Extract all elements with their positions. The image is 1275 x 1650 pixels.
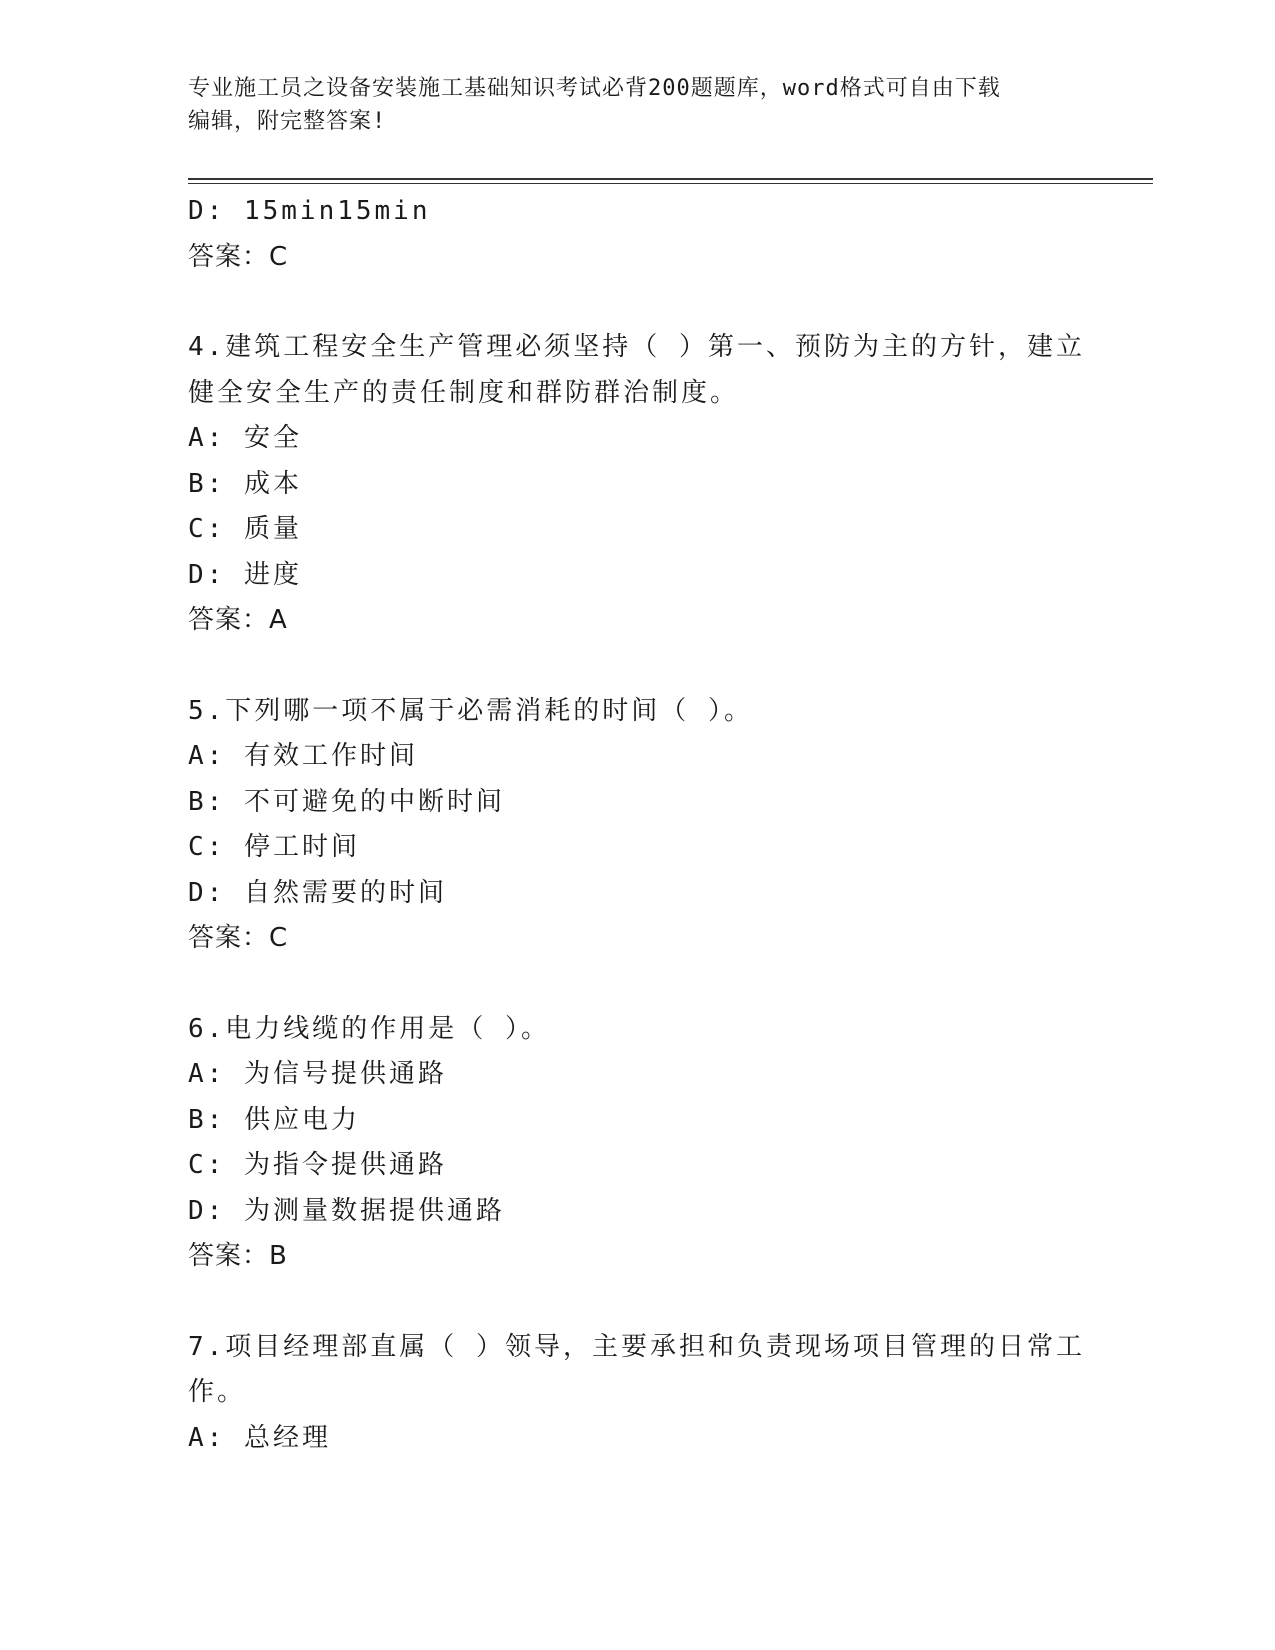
option-c: C: 为指令提供通路: [188, 1150, 447, 1180]
option-d: D: 进度: [188, 559, 302, 590]
option-b: B: 供应电力: [188, 1104, 360, 1135]
question-6: [188, 1007, 1088, 1280]
question-gap: [188, 962, 1088, 1007]
option-c: C: 停工时间: [188, 832, 360, 862]
question-list: [188, 189, 1088, 1461]
question-7: [188, 1325, 1088, 1462]
option-a: A: 总经理: [188, 1422, 331, 1453]
question-gap: [188, 644, 1088, 689]
question-stem-continued: 健全安全生产的责任制度和群防群治制度。: [188, 377, 740, 408]
header-divider-thin: [188, 183, 1153, 184]
question-stem: 7.项目经理部直属（ ）领导，主要承担和负责现场项目管理的日常工: [188, 1331, 1085, 1362]
option-a: A: 有效工作时间: [188, 741, 418, 771]
question-3-tail: [188, 189, 1088, 280]
answer: 答案：A: [188, 605, 288, 635]
option-d: D: 为测量数据提供通路: [188, 1195, 505, 1226]
question-gap: [188, 1280, 1088, 1325]
option-b: B: 成本: [188, 468, 302, 499]
option-d: D: 自然需要的时间: [188, 877, 447, 908]
question-stem-continued: 作。: [188, 1377, 247, 1407]
question-stem: 6.电力线缆的作用是（ ）。: [188, 1013, 550, 1044]
option-b: B: 不可避免的中断时间: [188, 786, 505, 817]
header-title-line-1: 专业施工员之设备安装施工基础知识考试必背200题题库，word格式可自由下载: [188, 76, 1001, 101]
answer: 答案：C: [188, 923, 289, 953]
question-4: [188, 325, 1088, 644]
answer: 答案：B: [188, 1241, 288, 1271]
question-gap: [188, 280, 1088, 325]
option-c: C: 质量: [188, 514, 302, 544]
option-a: A: 安全: [188, 423, 302, 453]
option-a: A: 为信号提供通路: [188, 1059, 447, 1089]
question-5: [188, 689, 1088, 962]
header-title-line-2: 编辑，附完整答案!: [188, 109, 387, 134]
option-d: D: 15min15min: [188, 196, 431, 226]
question-stem: 4.建筑工程安全生产管理必须坚持（ ）第一、预防为主的方针，建立: [188, 332, 1085, 362]
question-stem: 5.下列哪一项不属于必需消耗的时间（ ）。: [188, 695, 753, 726]
document-header: [188, 72, 1068, 138]
header-divider-thick: [188, 178, 1153, 180]
answer: 答案：C: [188, 241, 289, 272]
